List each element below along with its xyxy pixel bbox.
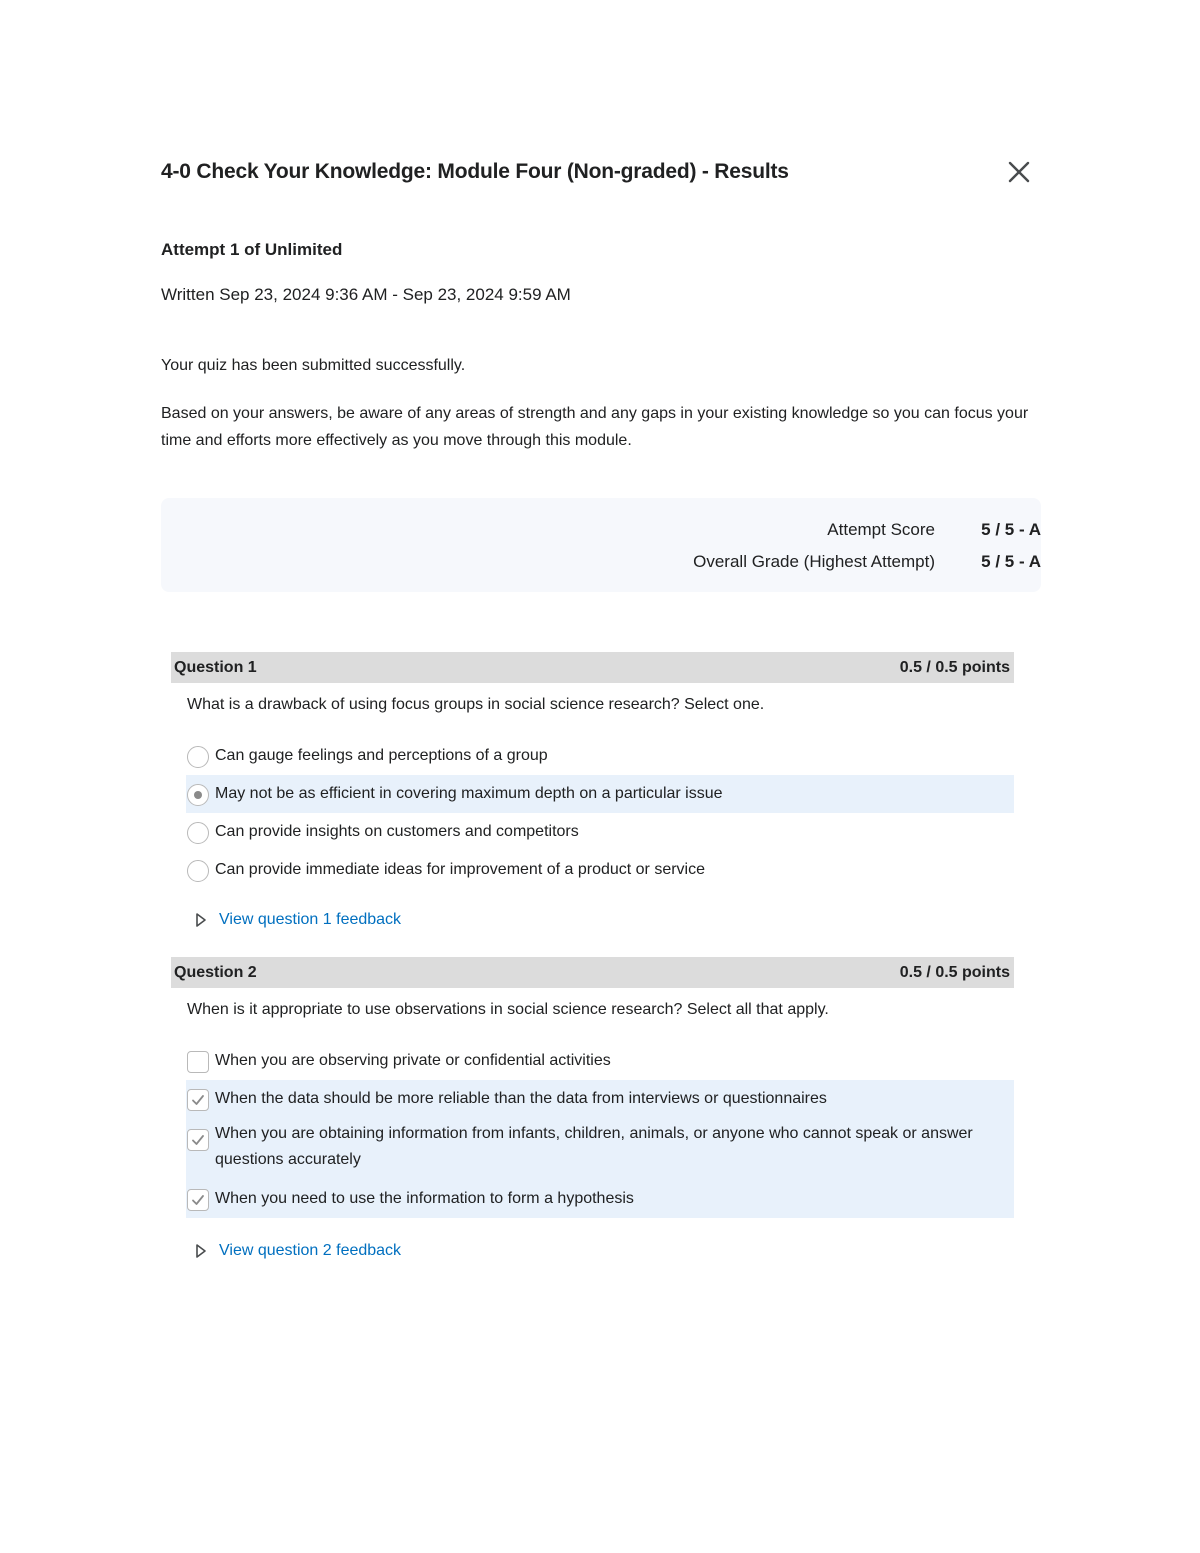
title-row	[161, 150, 1041, 194]
answer-option-selected[interactable]	[186, 1080, 1014, 1118]
answer-option[interactable]	[186, 737, 1014, 775]
checkbox-checked-icon[interactable]	[187, 1189, 209, 1211]
question-2	[171, 957, 1014, 1260]
question-points: 0.5 / 0.5 points	[899, 658, 1010, 676]
checkbox-checked-icon[interactable]	[187, 1089, 209, 1111]
quiz-results-page	[161, 150, 1041, 1259]
checkbox-icon[interactable]	[187, 1051, 209, 1073]
question-header	[171, 652, 1014, 683]
attempt-score-value: 5 / 5 - A	[981, 520, 1041, 539]
radio-button-icon[interactable]	[187, 822, 209, 844]
answer-option-label: Can gauge feelings and perceptions of a group	[215, 747, 548, 764]
close-icon	[1005, 158, 1033, 186]
answer-option-label: When you need to use the information to form a hypothesis	[215, 1190, 634, 1207]
question-title: Question 1	[174, 658, 257, 676]
close-button[interactable]	[1005, 158, 1033, 186]
question-points: 0.5 / 0.5 points	[899, 963, 1010, 981]
question-text: What is a drawback of using focus groups in social science research? Select one.	[187, 696, 765, 713]
score-panel	[161, 498, 1041, 592]
triangle-right-icon	[195, 912, 207, 928]
radio-button-icon[interactable]	[187, 746, 209, 768]
view-feedback-link[interactable]	[195, 1242, 1014, 1260]
view-feedback-link[interactable]	[195, 911, 1014, 929]
answer-option-label: When you are obtaining information from infants, children, animals, or anyone who cannot speak or answer questions accurately	[215, 1125, 973, 1168]
question-header	[171, 957, 1014, 988]
attempt-score-label: Attempt Score	[827, 520, 935, 539]
answer-option[interactable]	[186, 813, 1014, 851]
answer-options	[186, 1042, 1014, 1218]
checkbox-checked-icon[interactable]	[187, 1129, 209, 1151]
view-feedback-label[interactable]: View question 1 feedback	[219, 911, 402, 928]
question-title: Question 2	[174, 963, 257, 981]
submission-message: Your quiz has been submitted successfully.	[161, 357, 466, 374]
question-text: When is it appropriate to use observations in social science research? Select all that apply.	[187, 1001, 829, 1018]
answer-options	[186, 737, 1014, 889]
answer-option-label: When the data should be more reliable than the data from interviews or questionnaires	[215, 1090, 827, 1107]
overall-grade-label: Overall Grade (Highest Attempt)	[693, 552, 935, 571]
attempt-score-row	[827, 515, 1041, 545]
answer-option-selected[interactable]	[186, 1180, 1014, 1218]
answer-option-label: Can provide insights on customers and competitors	[215, 823, 579, 840]
triangle-right-icon	[195, 1243, 207, 1259]
page-title: 4-0 Check Your Knowledge: Module Four (Non-graded) - Results	[161, 160, 789, 183]
radio-button-icon[interactable]	[187, 860, 209, 882]
radio-button-checked-icon[interactable]	[187, 784, 209, 806]
overall-grade-value: 5 / 5 - A	[981, 552, 1041, 571]
answer-option[interactable]	[186, 1042, 1014, 1080]
answer-option-label: May not be as efficient in covering maximum depth on a particular issue	[215, 785, 723, 802]
answer-option-label: Can provide immediate ideas for improvement of a product or service	[215, 861, 705, 878]
answer-option[interactable]	[186, 851, 1014, 889]
written-timestamp: Written Sep 23, 2024 9:36 AM - Sep 23, 2024 9:59 AM	[161, 285, 571, 304]
answer-option-label: When you are observing private or confidential activities	[215, 1052, 611, 1069]
question-1	[171, 652, 1014, 929]
attempt-heading: Attempt 1 of Unlimited	[161, 240, 343, 259]
view-feedback-label[interactable]: View question 2 feedback	[219, 1242, 402, 1259]
answer-option-selected[interactable]	[186, 775, 1014, 813]
answer-option-selected[interactable]	[186, 1118, 1014, 1180]
instructions-text: Based on your answers, be aware of any areas of strength and any gaps in your existing knowledge so you can focus your time and efforts more effectively as you move through this module.	[161, 405, 1029, 449]
overall-grade-row	[693, 547, 1041, 577]
